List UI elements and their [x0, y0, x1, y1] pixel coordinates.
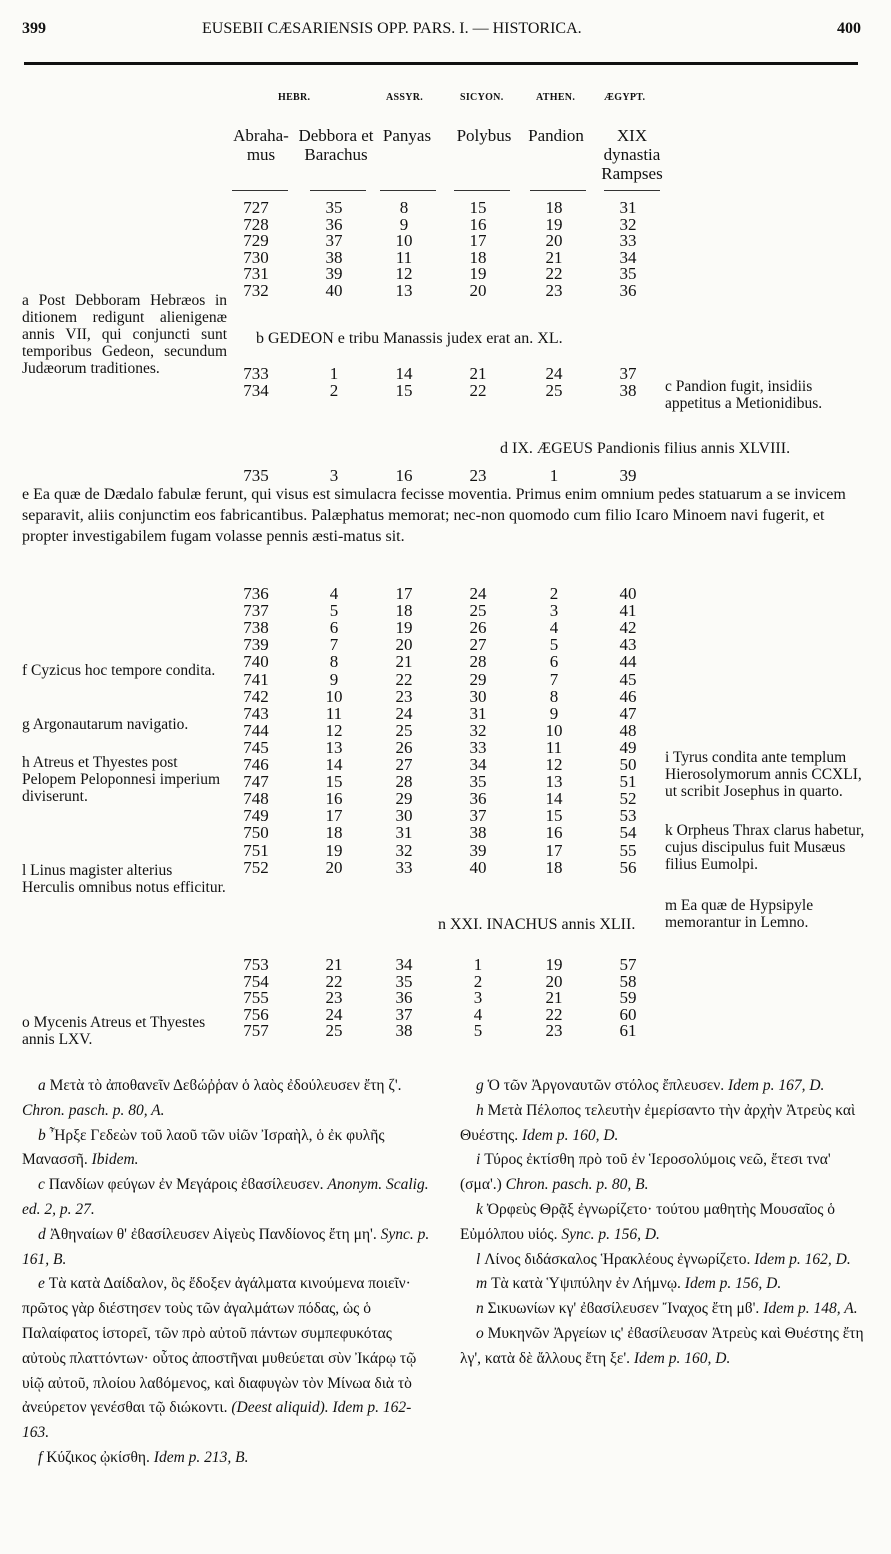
footnote: [22, 1124, 434, 1174]
table-cell: 22: [469, 380, 487, 400]
page-number-left: 399: [22, 20, 46, 37]
table-cell: 24: [395, 703, 413, 723]
table-cell: 17: [395, 584, 413, 603]
table-cell: 736: [243, 584, 269, 603]
table-cell: 40: [325, 280, 343, 300]
table-cell: 754: [243, 971, 269, 991]
table-cell: 59: [619, 988, 637, 1007]
table-cell: 13: [395, 280, 413, 300]
table-cell: 15: [325, 772, 343, 792]
table-cell: 5: [549, 635, 559, 655]
footnote: [460, 1099, 872, 1149]
table-cell: 33: [619, 231, 637, 250]
column-head: ÆGYPT.: [604, 92, 646, 103]
table-cell: 747: [243, 772, 269, 792]
table-cell: 1: [329, 364, 339, 383]
column-name: Debbora et Barachus: [298, 126, 374, 164]
table-cell: 741: [243, 669, 269, 689]
table-cell: 25: [469, 601, 487, 621]
table-cell: 40: [469, 857, 487, 877]
page-number-right: 400: [837, 20, 861, 37]
table-cell: 24: [469, 584, 487, 603]
footnote-ref: Chron. pasch. p. 80, B.: [505, 1176, 649, 1194]
gedeon-line: b GEDEON e tribu Manassis judex erat an. XL.: [256, 330, 563, 347]
footnote-key: g: [476, 1077, 484, 1094]
table-cell: 17: [325, 806, 343, 826]
footnote-text: Μετὰ τὸ ἀποθανεῖν Δεϐώῤῥαν ὁ λαὸς ἐδούλευσεν ἔτη ζ'.: [49, 1077, 402, 1094]
column-underline: [604, 190, 660, 191]
table-cell: 7: [329, 635, 339, 655]
footnote-text: Ἀθηναίων θ' ἐϐασίλευσεν Αἰγεὺς Πανδίονος ἔτη μη'.: [49, 1225, 377, 1243]
table-cell: 35: [469, 772, 487, 792]
footnote-ref: Idem p. 156, D.: [684, 1275, 782, 1293]
footnote-text: Μυκηνῶν Ἀργείων ις' ἐϐασίλευσαν Ἀτρεὺς καὶ Θυέστης ἔτη λγ', κατὰ δὲ ἄλλους ἔτη ξε'.: [460, 1324, 864, 1367]
table-cell: 31: [469, 703, 487, 723]
footnote: [460, 1198, 872, 1248]
table-cell: 13: [545, 772, 563, 792]
footnote-key: i: [476, 1151, 481, 1169]
table-cell: 15: [395, 380, 413, 400]
side-note-g: g Argonautarum navigatio.: [22, 716, 189, 733]
table-cell: 22: [395, 669, 413, 689]
table-cell: 21: [545, 988, 563, 1007]
table-cell: 729: [243, 231, 269, 250]
table-cell: 16: [469, 214, 487, 234]
footnote: [22, 1173, 434, 1223]
footnote-text: Ἦρξε Γεδεὼν τοῦ λαοῦ τῶν υἱῶν Ἰσραὴλ, ὁ ἐκ φυλῆς Μανασσῆ.: [22, 1126, 385, 1169]
footnote: [22, 1223, 434, 1273]
daedalus-paragraph: e Ea quæ de Dædalo fabulæ ferunt, qui visus est simulacra fecisse moventia. Primus enim omnium pedes statuarum a se invicem separavit, aliis conjunctim eos fabricantibus. Palæphatus memorat; nec-non quomodo cum filio Icaro Minoem navi fugerit, et propter investigabilem fugam volasse pennis æsti-matus sit.: [22, 486, 846, 545]
table-cell: 57: [619, 955, 637, 974]
table-cell: 3: [473, 988, 483, 1007]
table-cell: 44: [619, 652, 637, 672]
table-cell: 35: [325, 198, 343, 217]
table-cell: 735: [243, 466, 269, 485]
side-note-c: c Pandion fugit, insidiis appetitus a Metionidibus.: [665, 378, 823, 412]
footnote-ref: Chron. pasch. p. 80, A.: [22, 1101, 165, 1119]
side-note-h: h Atreus et Thyestes post Pelopem Peloponnesi imperium diviserunt.: [22, 754, 221, 805]
table-cell: 3: [329, 466, 339, 485]
footnote-key: m: [476, 1275, 488, 1293]
footnote: [22, 1272, 434, 1446]
table-cell: 1: [549, 466, 559, 485]
footnote-text: Ὀρφεὺς Θρᾷξ ἐγνωρίζετο· τούτου μαθητὴς Μουσαῖος ὁ Εὐμόλπου υἱός.: [460, 1200, 836, 1243]
table-cell: 20: [395, 635, 413, 655]
table-cell: 36: [395, 988, 413, 1007]
table-cell: 10: [325, 686, 343, 706]
table-cell: 2: [329, 380, 339, 400]
table-cell: 34: [395, 955, 413, 974]
table-cell: 8: [329, 652, 339, 672]
side-note-f: f Cyzicus hoc tempore condita.: [22, 662, 216, 679]
table-cell: 19: [325, 840, 343, 860]
table-cell: 47: [619, 703, 637, 723]
table-cell: 737: [243, 601, 269, 621]
table-cell: 19: [545, 955, 563, 974]
table-cell: 742: [243, 686, 269, 706]
table-cell: 14: [325, 755, 343, 774]
table-cell: 21: [395, 652, 413, 672]
table-cell: 8: [399, 198, 409, 217]
inachus-line: n XXI. INACHUS annis XLII.: [438, 916, 636, 933]
side-note-o: o Mycenis Atreus et Thyestes annis LXV.: [22, 1014, 206, 1048]
table-cell: 1: [473, 955, 483, 974]
table-cell: 4: [473, 1004, 483, 1024]
table-cell: 20: [325, 857, 343, 877]
footnote-ref: Sync. p. 161, B.: [22, 1225, 430, 1268]
side-note-k: k Orpheus Thrax clarus habetur, cujus discipulus fuit Musæus filius Eumolpi.: [665, 822, 865, 873]
table-cell: 21: [545, 247, 563, 267]
table-cell: 7: [549, 669, 559, 689]
table-cell: 26: [395, 737, 413, 757]
column-underline: [310, 190, 366, 191]
table-cell: 36: [469, 789, 487, 809]
table-cell: 30: [469, 686, 487, 706]
table-cell: 37: [619, 364, 637, 383]
table-cell: 33: [469, 737, 487, 757]
table-cell: 23: [545, 1021, 563, 1040]
table-cell: 38: [469, 823, 487, 843]
table-cell: 731: [243, 264, 269, 283]
table-cell: 10: [545, 720, 563, 740]
table-cell: 31: [619, 198, 637, 217]
table-cell: 56: [619, 857, 637, 877]
table-cell: 748: [243, 789, 269, 809]
table-cell: 25: [395, 720, 413, 740]
footnote-key: n: [476, 1300, 484, 1318]
footnote-text: Τύρος ἐκτίσθη πρὸ τοῦ ἐν Ἱεροσολύμοις νεῶ, ἔτεσι τνα' (σμα'.): [460, 1151, 831, 1194]
table-cell: 9: [329, 669, 339, 689]
table-cell: 6: [549, 652, 559, 672]
side-note-l: l Linus magister alterius Herculis omnibus notus efficitur.: [22, 862, 226, 896]
footnote-ref: Idem p. 160, D.: [633, 1349, 731, 1367]
footnote: [460, 1322, 872, 1372]
table-cell: 753: [243, 955, 269, 974]
table-cell: 37: [325, 231, 343, 250]
side-note-i: i Tyrus condita ante templum Hierosolymorum annis CCXLI, ut scribit Josephus in quarto.: [665, 749, 862, 800]
footnote-key: k: [476, 1200, 483, 1218]
table-cell: 734: [243, 380, 269, 400]
table-cell: 61: [619, 1021, 637, 1040]
footnote-text: Ὁ τῶν Ἀργοναυτῶν στόλος ἔπλευσεν.: [487, 1077, 725, 1094]
table-cell: 22: [545, 1004, 563, 1024]
side-note-m: m Ea quæ de Hypsipyle memorantur in Lemno.: [665, 897, 814, 931]
column-name: Panyas: [382, 126, 432, 145]
table-cell: 35: [395, 971, 413, 991]
table-cell: 745: [243, 737, 269, 757]
table-cell: 60: [619, 1004, 637, 1024]
table-cell: 12: [325, 720, 343, 740]
footnote-ref: Idem p. 213, B.: [153, 1448, 249, 1466]
column-name: Pandion: [528, 126, 584, 145]
column-name: Polybus: [456, 126, 512, 145]
table-cell: 4: [549, 618, 559, 638]
table-cell: 52: [619, 789, 637, 809]
footnote-text: Τὰ κατὰ Ὑψιπύλην ἐν Λήμνῳ.: [491, 1275, 681, 1293]
column-head: HEBR.: [278, 92, 311, 103]
footnote-text: Κύζικος ᾠκίσθη.: [46, 1448, 150, 1466]
table-cell: 58: [619, 971, 637, 991]
footnote-ref: (Deest aliquid). Idem p. 162-163.: [22, 1399, 412, 1442]
table-cell: 3: [549, 601, 559, 621]
table-cell: 30: [395, 806, 413, 826]
table-cell: 39: [325, 264, 343, 283]
table-cell: 31: [395, 823, 413, 843]
footnote-key: d: [38, 1225, 46, 1243]
table-cell: 732: [243, 280, 269, 300]
column-head: ATHEN.: [536, 92, 576, 103]
footnote-ref: Sync. p. 156, D.: [561, 1225, 660, 1243]
table-cell: 5: [473, 1021, 483, 1040]
footnote: [460, 1272, 872, 1297]
running-title: EUSEBII CÆSARIENSIS OPP. PARS. I. — HISTORICA.: [202, 20, 582, 37]
column-underline: [380, 190, 436, 191]
side-note-a: a Post Debboram Hebræos in ditionem redigunt alienigenæ annis VII, qui conjuncti sunt temporibus Gedeon, secundum Judæorum traditiones.: [22, 292, 227, 377]
table-cell: 15: [545, 806, 563, 826]
table-cell: 22: [545, 264, 563, 283]
table-cell: 42: [619, 618, 637, 638]
footnote-key: c: [38, 1176, 45, 1194]
table-cell: 18: [395, 601, 413, 621]
table-cell: 2: [473, 971, 483, 991]
table-cell: 45: [619, 669, 637, 689]
table-cell: 756: [243, 1004, 269, 1024]
table-cell: 50: [619, 755, 637, 774]
table-cell: 18: [469, 247, 487, 267]
table-cell: 26: [469, 618, 487, 638]
table-cell: 757: [243, 1021, 269, 1040]
table-cell: 11: [545, 737, 563, 757]
table-cell: 730: [243, 247, 269, 267]
table-cell: 20: [545, 231, 563, 250]
table-cell: 6: [329, 618, 339, 638]
table-cell: 733: [243, 364, 269, 383]
footnote-key: b: [38, 1126, 46, 1144]
footnote: [22, 1446, 434, 1471]
table-cell: 34: [619, 247, 637, 267]
table-cell: 743: [243, 703, 269, 723]
table-cell: 19: [545, 214, 563, 234]
table-cell: 24: [545, 364, 563, 383]
table-cell: 4: [329, 584, 339, 603]
footnote-ref: Idem p. 162, D.: [754, 1250, 851, 1268]
header-rule: [24, 62, 858, 65]
column-underline: [454, 190, 510, 191]
table-cell: 22: [325, 971, 343, 991]
table-cell: 23: [325, 988, 343, 1007]
footnote-ref: Idem p. 148, A.: [763, 1300, 858, 1318]
table-cell: 37: [469, 806, 487, 826]
footnote: [460, 1074, 872, 1099]
footnote: [460, 1148, 872, 1198]
table-cell: 41: [619, 601, 637, 621]
table-cell: 38: [325, 247, 343, 267]
table-cell: 35: [619, 264, 637, 283]
table-cell: 39: [469, 840, 487, 860]
table-cell: 12: [545, 755, 563, 774]
table-cell: 10: [395, 231, 413, 250]
table-cell: 36: [325, 214, 343, 234]
table-cell: 33: [395, 857, 413, 877]
table-cell: 13: [325, 737, 343, 757]
footnote-text: Σικυωνίων κγ' ἐϐασίλευσεν Ἴναχος ἔτη μϐ'.: [487, 1300, 760, 1318]
table-cell: 40: [619, 584, 637, 603]
table-cell: 755: [243, 988, 269, 1007]
table-cell: 15: [469, 198, 487, 217]
table-cell: 18: [545, 857, 563, 877]
table-cell: 5: [329, 601, 339, 621]
aegeus-line: d IX. ÆGEUS Pandionis filius annis XLVIII.: [500, 440, 791, 457]
footnote-ref: Idem p. 160, D.: [521, 1126, 619, 1144]
table-cell: 750: [243, 823, 269, 843]
table-cell: 23: [469, 466, 487, 485]
footnote-text: Λίνος διδάσκαλος Ἡρακλέους ἐγνωρίζετο.: [484, 1250, 751, 1268]
table-cell: 27: [395, 755, 413, 774]
table-cell: 16: [325, 789, 343, 809]
table-cell: 23: [545, 280, 563, 300]
table-cell: 9: [399, 214, 409, 234]
table-cell: 12: [395, 264, 413, 283]
column-head: ASSYR.: [386, 92, 424, 103]
table-cell: 18: [545, 198, 563, 217]
table-cell: 728: [243, 214, 269, 234]
table-cell: 29: [469, 669, 487, 689]
table-cell: 38: [395, 1021, 413, 1040]
table-cell: 46: [619, 686, 637, 706]
footnote-text: Πανδίων φεύγων ἐν Μεγάροις ἐϐασίλευσεν.: [48, 1176, 324, 1194]
table-cell: 21: [469, 364, 487, 383]
table-cell: 8: [549, 686, 559, 706]
table-cell: 32: [619, 214, 637, 234]
table-cell: 20: [469, 280, 487, 300]
table-cell: 17: [545, 840, 563, 860]
table-cell: 23: [395, 686, 413, 706]
footnote-text: Μετὰ Πέλοπος τελευτὴν ἐμερίσαντο τὴν ἀρχὴν Ἀτρεὺς καὶ Θυέστης.: [460, 1101, 856, 1144]
footnote: [460, 1248, 872, 1273]
table-cell: 32: [469, 720, 487, 740]
table-cell: 37: [395, 1004, 413, 1024]
table-cell: 36: [619, 280, 637, 300]
table-cell: 19: [469, 264, 487, 283]
table-cell: 43: [619, 635, 637, 655]
table-cell: 740: [243, 652, 269, 672]
column-head: SICYON.: [460, 92, 504, 103]
table-cell: 16: [545, 823, 563, 843]
table-cell: 28: [395, 772, 413, 792]
footnote: [22, 1074, 434, 1124]
table-cell: 39: [619, 466, 637, 485]
table-cell: 17: [469, 231, 487, 250]
column-name: Abraha-mus: [233, 126, 289, 164]
table-cell: 38: [619, 380, 637, 400]
footnote-key: a: [38, 1077, 46, 1094]
footnote-key: f: [38, 1448, 43, 1466]
table-cell: 744: [243, 720, 269, 740]
footnotes-left: [22, 1074, 434, 1471]
footnote-ref: Idem p. 167, D.: [728, 1077, 825, 1094]
footnotes-right: [460, 1074, 872, 1372]
table-cell: 28: [469, 652, 487, 672]
table-cell: 14: [545, 789, 563, 809]
footnote-key: h: [476, 1101, 484, 1119]
table-cell: 25: [325, 1021, 343, 1040]
table-cell: 19: [395, 618, 413, 638]
table-cell: 739: [243, 635, 269, 655]
table-cell: 48: [619, 720, 637, 740]
table-cell: 54: [619, 823, 637, 843]
table-cell: 55: [619, 840, 637, 860]
table-cell: 24: [325, 1004, 343, 1024]
footnote-key: l: [476, 1250, 481, 1268]
column-underline: [530, 190, 586, 191]
table-cell: 49: [619, 737, 637, 757]
table-cell: 11: [325, 703, 343, 723]
table-cell: 752: [243, 857, 269, 877]
footnote-key: e: [38, 1275, 45, 1293]
footnote-ref: Anonym. Scalig. ed. 2, p. 27.: [22, 1176, 429, 1218]
table-cell: 14: [395, 364, 413, 383]
table-cell: 25: [545, 380, 563, 400]
table-cell: 21: [325, 955, 343, 974]
table-cell: 20: [545, 971, 563, 991]
table-cell: 53: [619, 806, 637, 826]
table-cell: 32: [395, 840, 413, 860]
footnote: [460, 1297, 872, 1322]
table-cell: 11: [395, 247, 413, 267]
table-cell: 749: [243, 806, 269, 826]
table-cell: 16: [395, 466, 413, 485]
table-cell: 738: [243, 618, 269, 638]
footnote-ref: Ibidem.: [91, 1151, 139, 1169]
table-cell: 751: [243, 840, 269, 860]
table-cell: 51: [619, 772, 637, 792]
table-cell: 29: [395, 789, 413, 809]
footnote-text: Τὰ κατὰ Δαίδαλον, ὃς ἔδοξεν ἀγάλματα κινούμενα ποιεῖν· πρῶτος γὰρ διέστησεν τοὺς τῶν ἀγαλμάτων πόδας, ὡς ὁ Παλαίφατος ἱστορεῖ, τῶν πρὸ αὐτοῦ πάντων συμπεφυκότας αὐτοὺς πλαττόντων· οὗτος ἀποστῆναι μυθεύεται σὺν Ἰκάρῳ τῷ υἱῷ αὐτοῦ, πλοίου λαϐόμενος, καὶ διαφυγὼν τὸν Μίνωα διὰ τὸ ἀνεύρετον γενέσθαι τῷ διώκοντι.: [22, 1275, 417, 1417]
table-cell: 9: [549, 703, 559, 723]
table-cell: 18: [325, 823, 343, 843]
table-cell: 727: [243, 198, 269, 217]
table-cell: 746: [243, 755, 269, 774]
column-underline: [232, 190, 288, 191]
column-name: XIX dynastia Rampses: [601, 126, 663, 183]
table-cell: 2: [549, 584, 559, 603]
table-cell: 27: [469, 635, 487, 655]
footnote-key: o: [476, 1324, 484, 1342]
table-cell: 34: [469, 755, 487, 774]
